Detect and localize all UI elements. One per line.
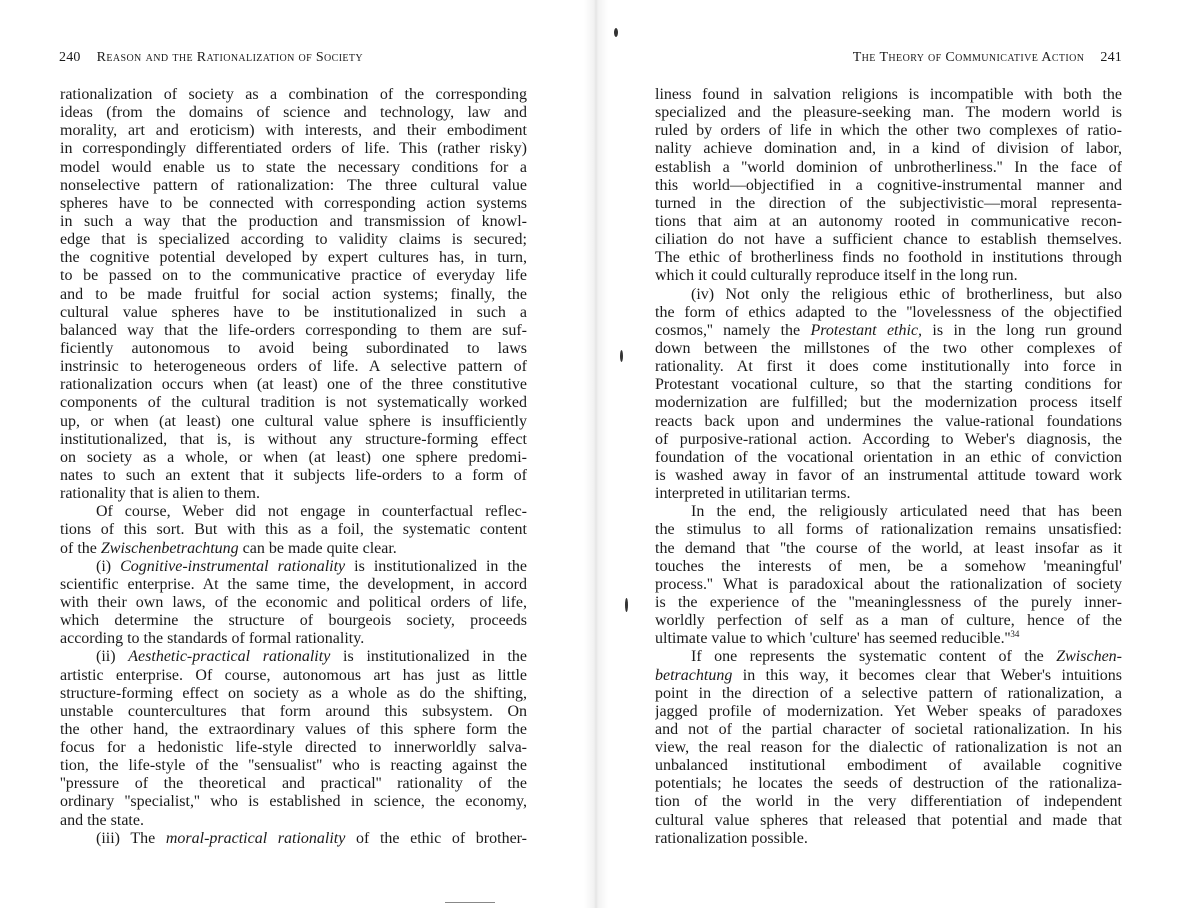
text-line: tion of the world in the very differentiation of independent bbox=[655, 793, 1122, 811]
list-label: (iii) The bbox=[96, 829, 166, 847]
text-line: unbalanced institutional embodiment of available cognitive bbox=[655, 757, 1122, 775]
text-line: the other hand, the extraordinary values of this sphere form the bbox=[60, 720, 527, 738]
running-head-right-w4: Communicative Action bbox=[945, 50, 1085, 65]
text-line: up, or when (at least) one cultural value sphere is insufficiently bbox=[60, 412, 527, 430]
text-fragment: in this way, it becomes clear that Weber's intuitions bbox=[732, 666, 1122, 684]
left-page bbox=[0, 0, 584, 908]
text-fragment: of the bbox=[60, 539, 101, 557]
text-line: rationality. At first it does come institutionally into force in bbox=[655, 358, 1122, 376]
text-line: foundation of the vocational orientation in an ethic of conviction bbox=[655, 448, 1122, 466]
list-label: (ii) bbox=[96, 648, 129, 666]
text-line: specialized and the pleasure-seeking man. The modern world is bbox=[655, 104, 1122, 122]
page-number-left: 240 bbox=[59, 50, 81, 65]
text-line: ideas (from the domains of science and technology, law and bbox=[60, 104, 527, 122]
text-fragment: ultimate value to which 'culture' has seemed reducible.'' bbox=[655, 630, 1011, 648]
text-line bbox=[655, 322, 1122, 340]
emphasis-text: Zwischenbetrachtung bbox=[100, 539, 239, 557]
text-line: process.'' What is paradoxical about the rationalization of society bbox=[655, 575, 1122, 593]
text-line: is washed away in favor of an instrumental attitude toward work bbox=[655, 466, 1122, 484]
running-head-left-w2: Rationalization bbox=[196, 50, 295, 65]
text-line: spheres have to be connected with corresponding action systems bbox=[60, 194, 527, 212]
text-line: edge that is specialized according to validity claims is secured; bbox=[60, 231, 527, 249]
text-line: according to the standards of formal rationality. bbox=[60, 630, 365, 648]
text-fragment: of the ethic of brother- bbox=[345, 829, 527, 847]
text-line: rationalization possible. bbox=[655, 829, 808, 847]
text-line: view, the real reason for the dialectic of rationalization is not an bbox=[655, 739, 1122, 757]
text-line: the stimulus to all forms of rationalization remains unsatisfied: bbox=[655, 521, 1122, 539]
right-page-body bbox=[655, 86, 1122, 848]
text-line: cultural value spheres that released that potential and made that bbox=[655, 811, 1122, 829]
text-line: jagged profile of modernization. Yet Weber speaks of paradoxes bbox=[655, 702, 1122, 720]
text-line: down between the millstones of the two other complexes of bbox=[655, 339, 1122, 357]
text-line: ciliation do not have a sufficient chance to establish themselves. bbox=[655, 231, 1122, 249]
text-line: in correspondingly differentiated orders of life. This (rather risky) bbox=[60, 140, 527, 158]
text-line: of purposive-rational action. According to Weber's diagnosis, the bbox=[655, 430, 1122, 448]
running-head-right-w1: The bbox=[852, 50, 876, 65]
text-line bbox=[655, 667, 1122, 685]
text-line: the cognitive potential developed by expert cultures has, in turn, bbox=[60, 249, 527, 267]
running-head-right-w2: Theory bbox=[879, 50, 925, 65]
text-line: ordinary ''specialist,'' who is established in science, the economy, bbox=[60, 793, 527, 811]
text-line: scientific enterprise. At the same time, the development, in accord bbox=[60, 575, 527, 593]
text-line: rationalization occurs when (at least) one of the three constitutive bbox=[60, 376, 527, 394]
emphasis-text: Aesthetic-practical rationality bbox=[128, 648, 331, 666]
text-line: morality, art and eroticism) with interests, and their embodiment bbox=[60, 122, 527, 140]
text-line: with their own laws, of the economic and political orders of life, bbox=[60, 593, 527, 611]
page-number-right: 241 bbox=[1100, 50, 1122, 65]
list-label: (i) bbox=[96, 557, 121, 575]
text-line: cultural value spheres have to be institutionalized in such a bbox=[60, 303, 527, 321]
text-fragment: can be made quite clear. bbox=[238, 539, 397, 557]
text-line: which determine the structure of bourgeois society, proceeds bbox=[60, 612, 527, 630]
page-edge-mark bbox=[445, 902, 495, 903]
text-line: instrinsic to heterogeneous orders of life. A selective pattern of bbox=[60, 358, 527, 376]
text-line: artistic enterprise. Of course, autonomous art has just as little bbox=[60, 666, 527, 684]
text-line: ficiently autonomous to avoid being subordinated to laws bbox=[60, 339, 527, 357]
text-line: rationality that is alien to them. bbox=[60, 485, 260, 503]
emphasis-text: moral-practical rationality bbox=[165, 829, 346, 847]
running-head-left-w4: Society bbox=[315, 50, 364, 65]
emphasis-text: Zwischen- bbox=[1056, 648, 1122, 666]
text-line: to be passed on to the communicative practice of everyday life bbox=[60, 267, 527, 285]
text-line: The ethic of brotherliness finds no foothold in institutions through bbox=[655, 249, 1122, 267]
text-line: components of the cultural tradition is not systematically worked bbox=[60, 394, 527, 412]
text-line: institutionalized, that is, is without any structure-forming effect bbox=[60, 430, 527, 448]
emphasis-text: betrachtung bbox=[655, 666, 733, 684]
text-line: modernization are fulfilled; but the modernization process itself bbox=[655, 394, 1122, 412]
text-line bbox=[655, 630, 1122, 648]
text-line: which it could culturally reproduce itself in the long run. bbox=[655, 267, 1018, 285]
running-head-left-w3: of bbox=[298, 50, 313, 65]
text-line: liness found in salvation religions is incompatible with both the bbox=[655, 86, 1122, 103]
text-fragment: is institutionalized in the bbox=[330, 648, 527, 666]
text-line: unstable countercultures that form around this subsystem. On bbox=[60, 702, 527, 720]
text-fragment: is in the long run ground bbox=[922, 321, 1122, 339]
running-head-left-w1: Reason and the bbox=[96, 50, 193, 65]
running-head-right bbox=[853, 50, 1122, 66]
running-head-right-w3: of bbox=[928, 50, 942, 65]
text-line: this world—objectified in a cognitive-instrumental manner and bbox=[655, 176, 1122, 194]
text-line: turned in the direction of the subjectivistic—moral representa- bbox=[655, 194, 1122, 212]
text-line: worldly perfection of self as a man of culture, hence of the bbox=[655, 612, 1122, 630]
text-line: In the end, the religiously articulated need that has been bbox=[691, 503, 1122, 521]
text-line: tions of this sort. But with this as a foil, the systematic content bbox=[60, 521, 527, 539]
text-line: the form of ethics adapted to the ''lovelessness of the objectified bbox=[655, 303, 1122, 321]
text-line: Of course, Weber did not engage in counterfactual reflec- bbox=[96, 503, 527, 521]
text-line: balanced way that the life-orders corresponding to them are suf- bbox=[60, 321, 527, 339]
text-line: nates to such an extent that it subjects life-orders to a form of bbox=[60, 466, 527, 484]
running-head-left bbox=[59, 50, 363, 66]
text-fragment: cosmos,'' namely the bbox=[655, 321, 811, 339]
text-line bbox=[60, 558, 527, 576]
footnote-marker: 34 bbox=[1010, 630, 1020, 640]
text-line: tions that aim at an autonomy rooted in communicative recon- bbox=[655, 212, 1122, 230]
emphasis-text: Cognitive-instrumental rationality bbox=[120, 557, 346, 575]
text-line: point in the direction of a selective pattern of rationalization, a bbox=[655, 684, 1122, 702]
text-line bbox=[655, 648, 1122, 666]
text-line: structure-forming effect on society as a whole as do the shifting, bbox=[60, 684, 527, 702]
text-line: interpreted in utilitarian terms. bbox=[655, 485, 851, 503]
text-line: tion, the life-style of the ''sensualist'' who is reacting against the bbox=[60, 757, 527, 775]
text-line: model would enable us to state the necessary conditions for a bbox=[60, 158, 527, 176]
text-line: is the experience of the ''meaninglessness of the purely inner- bbox=[655, 593, 1122, 611]
text-line: nonselective pattern of rationalization: The three cultural value bbox=[60, 176, 527, 194]
text-line bbox=[60, 648, 527, 666]
text-line: touches the interests of men, be a somehow 'meaningful' bbox=[655, 557, 1122, 575]
text-line bbox=[60, 540, 527, 558]
right-page bbox=[608, 0, 1188, 908]
text-line: ruled by orders of life in which the other two complexes of ratio- bbox=[655, 122, 1122, 140]
text-line: potentials; he locates the seeds of destruction of the rationaliza- bbox=[655, 775, 1122, 793]
text-line: nality achieve domination and, in a kind of division of labor, bbox=[655, 140, 1122, 158]
text-line: and the state. bbox=[60, 811, 144, 829]
text-line: and not of the partial character of societal rationalization. In his bbox=[655, 720, 1122, 738]
text-line: and to be made fruitful for social action systems; finally, the bbox=[60, 285, 527, 303]
text-fragment: If one represents the systematic content of the bbox=[691, 648, 1057, 666]
text-line: establish a ''world dominion of unbrotherliness.'' In the face of bbox=[655, 158, 1122, 176]
text-line: (iv) Not only the religious ethic of brotherliness, but also bbox=[691, 285, 1122, 303]
text-line: in such a way that the production and transmission of knowl- bbox=[60, 212, 527, 230]
text-line: reacts back upon and undermines the value-rational foundations bbox=[655, 412, 1122, 430]
text-line: the demand that ''the course of the world, at least insofar as it bbox=[655, 539, 1122, 557]
text-fragment: is institutionalized in the bbox=[345, 557, 527, 575]
emphasis-text: Protestant ethic, bbox=[810, 321, 923, 339]
text-line bbox=[60, 830, 527, 848]
book-gutter bbox=[584, 0, 608, 908]
left-page-body bbox=[60, 86, 527, 848]
text-line: Protestant vocational culture, so that the starting conditions for bbox=[655, 376, 1122, 394]
text-line: rationalization of society as a combination of the corresponding bbox=[60, 86, 527, 103]
text-line: on society as a whole, or when (at least) one sphere predomi- bbox=[60, 448, 527, 466]
text-line: focus for a hedonistic life-style directed to innerworldly salva- bbox=[60, 739, 527, 757]
text-line: ''pressure of the theoretical and practical'' rationality of the bbox=[60, 775, 527, 793]
